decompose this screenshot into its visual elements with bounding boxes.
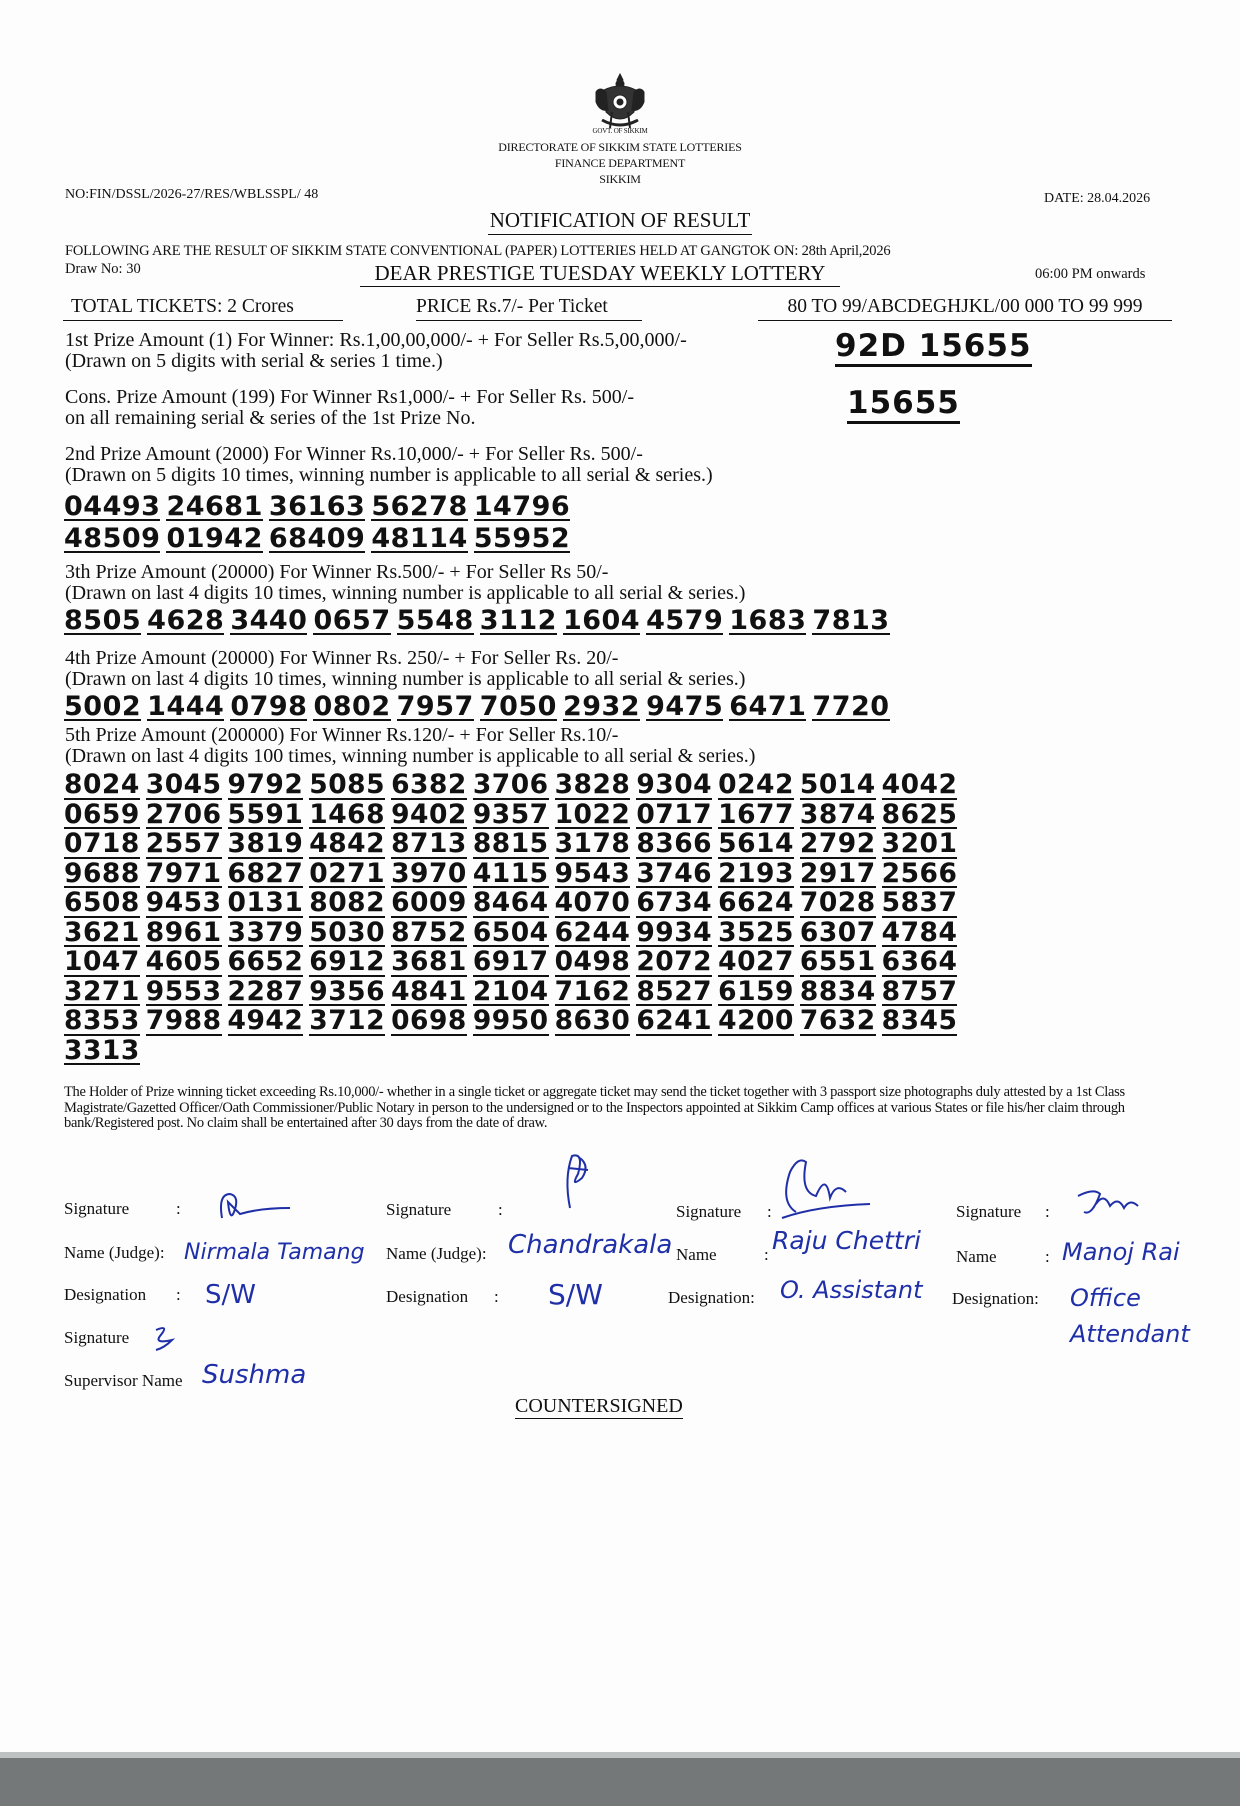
directorate-name: DIRECTORATE OF SIKKIM STATE LOTTERIES — [498, 140, 742, 154]
winning-number: 8464 — [472, 887, 549, 918]
second-prize-description — [65, 444, 713, 486]
cons-prize-line1: Cons. Prize Amount (199) For Winner Rs1,000/- + For Seller Rs. 500/- — [65, 386, 634, 408]
notification-date: DATE: 28.04.2026 — [1044, 191, 1151, 206]
second-prize-line1: 2nd Prize Amount (2000) For Winner Rs.10,000/- + For Seller Rs. 500/- — [65, 443, 643, 465]
winning-number: 9553 — [145, 975, 222, 1007]
winning-number: 56278 — [371, 491, 468, 522]
second-prize-line2: (Drawn on 5 digits 10 times, winning number is applicable to all serial & series.) — [65, 464, 713, 486]
third-prize-numbers — [64, 606, 984, 635]
winning-number: 6241 — [636, 1005, 713, 1036]
first-prize-number: 92D 15655 — [835, 328, 1032, 367]
winning-number: 3819 — [227, 828, 304, 859]
winning-number: 9950 — [472, 1005, 549, 1036]
name-label-3: Name — [676, 1245, 717, 1264]
winning-number: 9304 — [636, 769, 713, 800]
winning-number: 6382 — [391, 769, 467, 800]
winning-number: 55952 — [473, 523, 571, 554]
name-judge-label-2: Name (Judge): — [386, 1244, 487, 1263]
winning-number: 1677 — [718, 798, 794, 830]
colon-6: : — [764, 1245, 769, 1264]
winning-number: 8834 — [799, 975, 876, 1007]
colon-8: : — [1045, 1247, 1050, 1266]
winning-number: 36163 — [268, 491, 366, 522]
winning-number: 4027 — [718, 946, 794, 977]
winning-number: 7813 — [812, 605, 890, 636]
winning-number: 6624 — [718, 887, 794, 918]
winning-number: 0798 — [230, 691, 308, 722]
cons-prize-number: 15655 — [847, 385, 960, 424]
winning-number: 2917 — [799, 857, 876, 889]
winning-number: 3706 — [472, 769, 549, 800]
winning-number: 0698 — [391, 1005, 467, 1036]
colon-2: : — [176, 1285, 181, 1304]
winning-number: 8713 — [391, 828, 467, 859]
winning-number: 5002 — [64, 691, 142, 722]
winning-number: 2932 — [562, 691, 641, 722]
winning-number: 9453 — [145, 887, 222, 918]
winning-number: 1047 — [64, 946, 140, 977]
winning-number: 4579 — [646, 605, 724, 636]
signature-label-4: Signature — [956, 1202, 1022, 1221]
cons-prize-description — [65, 387, 634, 429]
winning-number: 6009 — [391, 887, 467, 918]
third-prize-line1: 3th Prize Amount (20000) For Winner Rs.500/- + For Seller Rs 50/- — [65, 561, 609, 583]
winning-number: 1468 — [309, 798, 386, 830]
first-prize-line1: 1st Prize Amount (1) For Winner: Rs.1,00,00,000/- + For Seller Rs.5,00,000/- — [65, 329, 687, 351]
winning-number: 7028 — [799, 887, 876, 918]
winning-number: 6364 — [881, 946, 958, 977]
winning-number: 8082 — [309, 887, 386, 918]
winning-number: 0131 — [227, 887, 304, 918]
second-prize-numbers — [64, 492, 624, 553]
winning-number: 7957 — [396, 691, 474, 722]
winning-number: 01942 — [166, 523, 263, 554]
designation-label-2: Designation — [386, 1287, 469, 1306]
winning-number: 6917 — [472, 946, 549, 977]
signature-mark-supervisor — [150, 1322, 180, 1354]
fifth-prize-numbers — [64, 770, 984, 1065]
signature-label-2: Signature — [386, 1200, 452, 1219]
winning-number: 7988 — [145, 1005, 222, 1036]
winning-number: 5548 — [396, 605, 474, 636]
winning-number: 2566 — [881, 857, 958, 889]
colon-1: : — [176, 1199, 181, 1218]
draw-time: 06:00 PM onwards — [1035, 266, 1146, 282]
winning-number: 9688 — [64, 857, 140, 889]
intro-statement: FOLLOWING ARE THE RESULT OF SIKKIM STATE CONVENTIONAL (PAPER) LOTTERIES HELD AT GANGTOK ON: 28th April,2026 — [65, 243, 891, 259]
winning-number: 6307 — [799, 916, 876, 948]
winning-number: 6912 — [309, 946, 386, 977]
winning-number: 6244 — [554, 916, 631, 948]
winning-number: 1683 — [729, 605, 807, 636]
winning-number: 6652 — [227, 946, 304, 977]
fourth-prize-line1: 4th Prize Amount (20000) For Winner Rs. 250/- + For Seller Rs. 20/- — [65, 647, 619, 669]
fourth-prize-description — [65, 648, 745, 690]
signature-mark-4 — [1074, 1186, 1154, 1222]
winning-number: 1444 — [147, 691, 225, 722]
winning-number: 3201 — [881, 828, 958, 859]
winning-number: 8366 — [636, 828, 713, 859]
winning-number: 2792 — [799, 828, 876, 859]
winning-number: 8345 — [881, 1005, 958, 1036]
fifth-prize-description — [65, 725, 755, 767]
winning-number: 9402 — [391, 798, 467, 830]
winning-number: 0717 — [636, 798, 713, 830]
winning-number: 2104 — [472, 975, 549, 1007]
page-title-text: NOTIFICATION OF RESULT — [488, 208, 753, 235]
fifth-prize-line1: 5th Prize Amount (200000) For Winner Rs.120/- + For Seller Rs.10/- — [65, 724, 619, 746]
winning-number: 9934 — [636, 916, 713, 948]
winning-number: 8815 — [472, 828, 549, 859]
winning-number: 8625 — [881, 798, 958, 830]
fifth-prize-line2: (Drawn on last 4 digits 100 times, winning number is applicable to all serial & series.) — [65, 745, 756, 767]
member-designation-3: O. Assistant — [780, 1276, 923, 1304]
designation-label-4: Designation: — [952, 1289, 1039, 1308]
winning-number: 8630 — [554, 1005, 631, 1036]
third-prize-line2: (Drawn on last 4 digits 10 times, winning number is applicable to all serial & series.) — [65, 582, 746, 604]
winning-number: 5085 — [309, 769, 386, 800]
winning-number: 7971 — [145, 857, 222, 889]
draw-number: Draw No: 30 — [65, 261, 141, 277]
supervisor-name-label: Supervisor Name — [64, 1371, 183, 1390]
winning-number: 3828 — [554, 769, 631, 800]
winning-number: 3045 — [145, 769, 222, 800]
winning-number: 5014 — [799, 769, 876, 800]
signature-label-supervisor: Signature — [64, 1328, 130, 1347]
member-name-4: Manoj Rai — [1062, 1238, 1180, 1266]
winning-number: 4842 — [309, 828, 386, 859]
winning-number: 0659 — [64, 798, 140, 830]
winning-number: 8024 — [64, 769, 140, 800]
winning-number: 48509 — [64, 523, 161, 554]
winning-number: 3178 — [554, 828, 631, 859]
signature-label-1: Signature — [64, 1199, 130, 1218]
signature-mark-3 — [776, 1152, 876, 1222]
total-tickets: TOTAL TICKETS: 2 Crores — [63, 296, 343, 321]
signature-mark-2 — [550, 1148, 600, 1212]
page-title — [0, 208, 1240, 233]
colon-7: : — [1045, 1202, 1050, 1221]
winning-number: 8527 — [636, 975, 713, 1007]
colon-3: : — [498, 1200, 503, 1219]
winning-number: 1022 — [554, 798, 631, 830]
lottery-name: DEAR PRESTIGE TUESDAY WEEKLY LOTTERY — [360, 261, 840, 287]
winning-number: 4605 — [145, 946, 222, 977]
member-designation-4: Office Attendant — [1070, 1284, 1190, 1348]
winning-number: 3681 — [391, 946, 467, 977]
winning-number: 0498 — [554, 946, 631, 977]
winning-number: 3874 — [799, 798, 876, 830]
judge-name-2: Chandrakala — [508, 1230, 673, 1260]
winning-number: 3712 — [309, 1005, 386, 1036]
winning-number: 0242 — [718, 769, 794, 800]
ticket-price: PRICE Rs.7/- Per Ticket — [416, 296, 642, 321]
winning-number: 4200 — [718, 1005, 794, 1036]
winning-number: 4784 — [881, 916, 958, 948]
winning-number: 6504 — [472, 916, 549, 948]
sikkim-emblem-icon — [590, 72, 650, 134]
colon-5: : — [767, 1202, 772, 1221]
winning-number: 3112 — [479, 605, 557, 636]
winning-number: 2287 — [227, 975, 304, 1007]
winning-number: 2706 — [145, 798, 222, 830]
winning-number: 3525 — [718, 916, 794, 948]
winning-number: 5614 — [718, 828, 794, 859]
first-prize-description — [65, 330, 687, 372]
winning-number: 6827 — [227, 857, 304, 889]
cons-prize-line2: on all remaining serial & series of the 1st Prize No. — [65, 407, 476, 429]
winning-number: 8505 — [64, 605, 142, 636]
winning-number: 6471 — [729, 691, 807, 722]
winning-number: 0718 — [64, 828, 140, 859]
winning-number: 9357 — [472, 798, 549, 830]
winning-number: 14796 — [473, 491, 571, 522]
member-name-3: Raju Chettri — [772, 1226, 921, 1255]
reference-number: NO:FIN/DSSL/2026-27/RES/WBLSSPL/ 48 — [65, 187, 319, 202]
winning-number: 3746 — [636, 857, 713, 889]
judge-designation-1: S/W — [205, 1280, 256, 1310]
winning-number: 5591 — [227, 798, 304, 830]
winning-number: 3970 — [391, 857, 467, 889]
signature-label-3: Signature — [676, 1202, 742, 1221]
emblem-caption: GOVT. OF SIKKIM — [592, 127, 648, 135]
signature-mark-1 — [210, 1188, 300, 1228]
winning-number: 5837 — [881, 887, 958, 918]
winning-number: 8757 — [881, 975, 958, 1007]
winning-number: 2193 — [718, 857, 794, 889]
winning-number: 6508 — [64, 887, 140, 918]
judge-designation-2: S/W — [548, 1278, 603, 1311]
winning-number: 9543 — [554, 857, 631, 889]
first-prize-line2: (Drawn on 5 digits with serial & series 1 time.) — [65, 350, 443, 372]
winning-number: 04493 — [64, 491, 161, 522]
winning-number: 4115 — [472, 857, 549, 889]
winning-number: 4070 — [554, 887, 631, 918]
winning-number: 48114 — [371, 523, 468, 554]
department-name: FINANCE DEPARTMENT — [554, 156, 686, 170]
winning-number: 7162 — [554, 975, 631, 1007]
winning-number: 0657 — [313, 605, 391, 636]
designation-label-1: Designation — [64, 1285, 147, 1304]
winning-number: 9475 — [646, 691, 724, 722]
ticket-range: 80 TO 99/ABCDEGHJKL/00 000 TO 99 999 — [758, 296, 1172, 321]
winning-number: 3313 — [64, 1034, 140, 1066]
winning-number: 1604 — [562, 605, 641, 636]
winning-number: 8961 — [145, 916, 222, 948]
winning-number: 0802 — [313, 691, 391, 722]
fourth-prize-line2: (Drawn on last 4 digits 10 times, winning number is applicable to all serial & series.) — [65, 668, 746, 690]
winning-number: 0271 — [309, 857, 386, 889]
winning-number: 2557 — [145, 828, 222, 859]
state-name: SIKKIM — [599, 172, 641, 186]
winning-number: 4628 — [147, 605, 225, 636]
winning-number: 4841 — [391, 975, 467, 1007]
scan-background — [0, 1758, 1240, 1806]
winning-number: 24681 — [166, 491, 263, 522]
designation-label-3: Designation: — [668, 1288, 755, 1307]
third-prize-description — [65, 562, 745, 604]
claim-note: The Holder of Prize winning ticket exceeding Rs.10,000/- whether in a single ticket or aggregate ticket may send the ticket together with 3 passport size photographs duly attested by a 1st Class Magistrate/Gazetted Officer/Oath Commissioner/Public Notary in person to the undersigned or to the Inspectors appointed at Sikkim Camp offices at various States or file his/her claim through bank/Registered post. No claim shall be entertained after 30 days from the date of draw. — [64, 1084, 1125, 1131]
winning-number: 4942 — [227, 1005, 304, 1036]
winning-number: 7720 — [812, 691, 890, 722]
winning-number: 8752 — [391, 916, 467, 948]
countersigned-label: COUNTERSIGNED — [515, 1395, 683, 1417]
judge-name-1: Nirmala Tamang — [184, 1240, 365, 1265]
colon-4: : — [494, 1287, 499, 1306]
winning-number: 8353 — [64, 1005, 140, 1036]
winning-number: 68409 — [268, 523, 366, 554]
winning-number: 3621 — [64, 916, 140, 948]
winning-number: 6159 — [718, 975, 794, 1007]
winning-number: 6734 — [636, 887, 713, 918]
winning-number: 3440 — [230, 605, 308, 636]
fourth-prize-numbers — [64, 692, 984, 721]
winning-number: 6551 — [799, 946, 876, 977]
winning-number: 7050 — [479, 691, 557, 722]
winning-number: 9356 — [309, 975, 386, 1007]
winning-number: 5030 — [309, 916, 386, 948]
winning-number: 4042 — [881, 769, 958, 800]
name-judge-label-1: Name (Judge): — [64, 1243, 165, 1262]
supervisor-name: Sushma — [202, 1360, 307, 1390]
winning-number: 7632 — [799, 1005, 876, 1036]
winning-number: 3379 — [227, 916, 304, 948]
winning-number: 3271 — [64, 975, 140, 1007]
winning-number: 9792 — [227, 769, 304, 800]
name-label-4: Name — [956, 1247, 997, 1266]
winning-number: 2072 — [636, 946, 713, 977]
